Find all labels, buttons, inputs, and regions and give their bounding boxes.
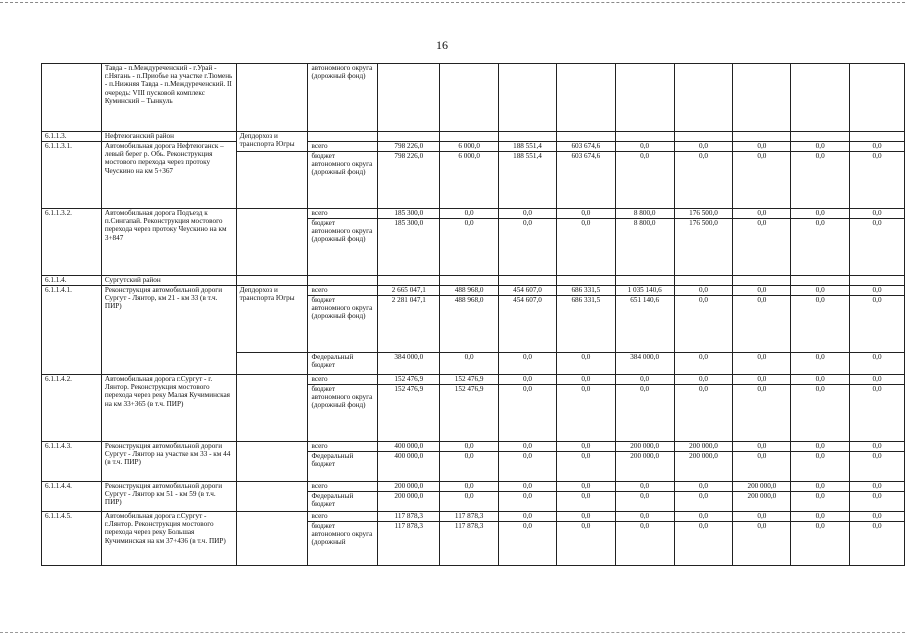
- cell-value: 0,0: [850, 296, 905, 353]
- cell-value: 0,0: [499, 209, 557, 219]
- table-row: [42, 482, 905, 492]
- cell-value: 603 674,6: [556, 142, 615, 152]
- cell-name: Тавда - п.Междуреченский - г.Урай - г.Нягань - п.Приобье на участке г.Тюмень - п.Нижняя Тавда - п.Междуреченский. II очередь: VIII пусковой комплекс Куминский – Тынкуль: [101, 64, 236, 132]
- cell-value: 0,0: [674, 353, 733, 375]
- cell-source: бюджет автономного округа (дорожный фонд): [308, 219, 378, 276]
- cell-value: 2 665 047,1: [378, 286, 440, 296]
- cell-value: 0,0: [791, 152, 850, 209]
- cell-value: 0,0: [556, 442, 615, 452]
- cell-value: 0,0: [440, 492, 499, 512]
- cell-value: 0,0: [615, 385, 674, 442]
- cell-value: [499, 132, 557, 142]
- cell-value: [499, 64, 557, 132]
- cell-value: 0,0: [791, 452, 850, 482]
- cell-executor: [236, 375, 308, 442]
- cell-value: 0,0: [674, 492, 733, 512]
- cell-value: [850, 276, 905, 286]
- cell-value: 200 000,0: [615, 452, 674, 482]
- cell-executor: [236, 209, 308, 276]
- cell-value: 0,0: [791, 209, 850, 219]
- cell-source: [308, 132, 378, 142]
- cell-value: 0,0: [733, 385, 791, 442]
- cell-value: 0,0: [499, 452, 557, 482]
- cell-source: всего: [308, 209, 378, 219]
- cell-value: 603 674,6: [556, 152, 615, 209]
- cell-value: 188 551,4: [499, 152, 557, 209]
- cell-value: 0,0: [499, 375, 557, 385]
- cell-value: 0,0: [674, 522, 733, 566]
- cell-value: 0,0: [499, 522, 557, 566]
- cell-executor: [236, 353, 308, 375]
- cell-executor: Депдорхоз и транспорта Югры: [236, 286, 308, 353]
- cell-code: 6.1.1.4.: [42, 276, 102, 286]
- cell-code: 6.1.1.4.1.: [42, 286, 102, 375]
- cell-value: 0,0: [440, 219, 499, 276]
- cell-source: [308, 276, 378, 286]
- cell-value: 0,0: [440, 353, 499, 375]
- cell-value: 0,0: [615, 492, 674, 512]
- page-top-border: [0, 2, 905, 3]
- cell-value: 0,0: [556, 512, 615, 522]
- cell-value: 200 000,0: [733, 482, 791, 492]
- cell-value: [556, 276, 615, 286]
- cell-value: 8 800,0: [615, 209, 674, 219]
- cell-value: 0,0: [615, 375, 674, 385]
- cell-value: [499, 276, 557, 286]
- cell-value: 117 878,3: [378, 522, 440, 566]
- table-row: [42, 209, 905, 219]
- cell-value: 0,0: [615, 522, 674, 566]
- cell-source: автономного округа (дорожный фонд): [308, 64, 378, 132]
- cell-source: бюджет автономного округа (дорожный фонд): [308, 152, 378, 209]
- cell-value: 686 331,5: [556, 286, 615, 296]
- cell-value: 176 500,0: [674, 209, 733, 219]
- cell-value: 0,0: [791, 385, 850, 442]
- cell-value: 0,0: [850, 209, 905, 219]
- cell-value: 0,0: [733, 142, 791, 152]
- cell-value: 0,0: [556, 219, 615, 276]
- table-row: [42, 442, 905, 452]
- table-row: [42, 142, 905, 152]
- cell-source: Федеральный бюджет: [308, 492, 378, 512]
- cell-value: 0,0: [733, 152, 791, 209]
- cell-code: 6.1.1.4.4.: [42, 482, 102, 512]
- cell-value: 117 878,3: [440, 522, 499, 566]
- cell-value: 0,0: [791, 375, 850, 385]
- cell-executor: [236, 482, 308, 512]
- cell-value: 0,0: [440, 442, 499, 452]
- cell-value: [378, 276, 440, 286]
- cell-value: 0,0: [674, 286, 733, 296]
- cell-value: 0,0: [556, 353, 615, 375]
- cell-value: [850, 64, 905, 132]
- cell-value: 488 968,0: [440, 286, 499, 296]
- cell-value: 0,0: [791, 492, 850, 512]
- cell-value: 0,0: [733, 452, 791, 482]
- cell-source: бюджет автономного округа (дорожный фонд): [308, 296, 378, 353]
- cell-value: [674, 276, 733, 286]
- cell-code: [42, 64, 102, 132]
- cell-value: [440, 276, 499, 286]
- cell-value: 686 331,5: [556, 296, 615, 353]
- cell-value: 1 035 140,6: [615, 286, 674, 296]
- cell-name: Сургутский район: [101, 276, 236, 286]
- cell-value: 0,0: [791, 353, 850, 375]
- cell-value: 0,0: [791, 482, 850, 492]
- cell-value: 0,0: [556, 375, 615, 385]
- cell-value: 0,0: [615, 512, 674, 522]
- cell-name: Автомобильная дорога г.Сургут - г. Лянтор. Реконструкция мостового перехода через реку Малая Кучиминская на км 33+365 (в т.ч. ПИР): [101, 375, 236, 442]
- cell-value: [556, 64, 615, 132]
- cell-source: бюджет автономного округа (дорожный: [308, 522, 378, 566]
- cell-value: 0,0: [791, 522, 850, 566]
- cell-value: 400 000,0: [378, 442, 440, 452]
- cell-value: [791, 276, 850, 286]
- cell-value: 0,0: [674, 385, 733, 442]
- cell-value: 200 000,0: [378, 492, 440, 512]
- cell-value: [440, 64, 499, 132]
- cell-value: [440, 132, 499, 142]
- cell-value: 0,0: [499, 482, 557, 492]
- cell-value: 0,0: [556, 522, 615, 566]
- cell-value: 152 476,9: [378, 385, 440, 442]
- cell-value: 200 000,0: [378, 482, 440, 492]
- cell-value: 176 500,0: [674, 219, 733, 276]
- table-row: [42, 286, 905, 296]
- cell-value: 0,0: [733, 286, 791, 296]
- cell-source: всего: [308, 142, 378, 152]
- cell-executor: [236, 512, 308, 566]
- cell-value: 0,0: [733, 442, 791, 452]
- cell-value: 0,0: [791, 286, 850, 296]
- cell-code: 6.1.1.3.2.: [42, 209, 102, 276]
- cell-value: 0,0: [733, 375, 791, 385]
- cell-value: 0,0: [850, 219, 905, 276]
- cell-value: 0,0: [850, 482, 905, 492]
- cell-value: 117 878,3: [440, 512, 499, 522]
- cell-value: 454 607,0: [499, 296, 557, 353]
- cell-name: Реконструкция автомобильной дороги Сургут - Лянтор км 51 - км 59 (в т.ч. ПИР): [101, 482, 236, 512]
- cell-value: 200 000,0: [674, 442, 733, 452]
- cell-code: 6.1.1.4.2.: [42, 375, 102, 442]
- cell-value: 798 226,0: [378, 152, 440, 209]
- cell-value: 0,0: [499, 492, 557, 512]
- cell-value: 0,0: [499, 219, 557, 276]
- cell-source: всего: [308, 375, 378, 385]
- cell-name: Реконструкция автомобильной дороги Сургут - Лянтор, км 21 - км 33 (в т.ч. ПИР): [101, 286, 236, 375]
- cell-executor: [236, 442, 308, 482]
- cell-value: 0,0: [556, 482, 615, 492]
- cell-value: 152 476,9: [440, 375, 499, 385]
- cell-value: 188 551,4: [499, 142, 557, 152]
- cell-value: 384 000,0: [615, 353, 674, 375]
- cell-source: всего: [308, 442, 378, 452]
- cell-value: 0,0: [791, 442, 850, 452]
- cell-source: бюджет автономного округа (дорожный фонд): [308, 385, 378, 442]
- cell-value: 0,0: [850, 152, 905, 209]
- cell-value: 0,0: [850, 385, 905, 442]
- cell-value: 0,0: [733, 353, 791, 375]
- cell-value: [378, 132, 440, 142]
- cell-value: [791, 132, 850, 142]
- cell-value: 0,0: [440, 452, 499, 482]
- cell-value: 0,0: [850, 353, 905, 375]
- cell-executor: [236, 152, 308, 209]
- cell-value: 0,0: [733, 296, 791, 353]
- table-row: [42, 132, 905, 142]
- cell-name: Реконструкция автомобильной дороги Сургут - Лянтор на участке км 33 - км 44 (в т.ч. ПИР): [101, 442, 236, 482]
- cell-value: 0,0: [499, 385, 557, 442]
- cell-value: 152 476,9: [440, 385, 499, 442]
- cell-value: 8 800,0: [615, 219, 674, 276]
- cell-value: 0,0: [674, 142, 733, 152]
- cell-value: 400 000,0: [378, 452, 440, 482]
- cell-value: 0,0: [674, 482, 733, 492]
- cell-value: 0,0: [499, 512, 557, 522]
- cell-value: [674, 132, 733, 142]
- cell-value: 0,0: [674, 296, 733, 353]
- cell-code: 6.1.1.4.3.: [42, 442, 102, 482]
- cell-value: 0,0: [556, 209, 615, 219]
- cell-value: 2 281 047,1: [378, 296, 440, 353]
- cell-value: 0,0: [556, 452, 615, 482]
- cell-executor: [236, 64, 308, 132]
- page-number: 16: [436, 38, 448, 52]
- cell-value: 0,0: [733, 219, 791, 276]
- cell-source: всего: [308, 286, 378, 296]
- page-bottom-border: [0, 632, 905, 633]
- cell-value: 0,0: [850, 142, 905, 152]
- cell-value: [733, 276, 791, 286]
- cell-value: [791, 64, 850, 132]
- cell-value: 185 300,0: [378, 209, 440, 219]
- cell-value: 200 000,0: [674, 452, 733, 482]
- cell-value: 152 476,9: [378, 375, 440, 385]
- cell-value: 0,0: [499, 353, 557, 375]
- cell-name: Автомобильная дорога г.Сургут - г.Лянтор. Реконструкция мостового перехода через реку Большая Кучиминская на км 37+436 (в т.ч. ПИР): [101, 512, 236, 566]
- cell-value: 0,0: [674, 512, 733, 522]
- cell-value: 0,0: [674, 375, 733, 385]
- cell-value: 651 140,6: [615, 296, 674, 353]
- cell-value: 0,0: [440, 209, 499, 219]
- cell-value: 0,0: [850, 375, 905, 385]
- cell-source: всего: [308, 482, 378, 492]
- table-row: [42, 64, 905, 132]
- cell-value: 0,0: [850, 286, 905, 296]
- cell-name: Автомобильная дорога Нефтеюганск – левый берег р. Обь. Реконструкция мостового перехода через протоку Чеускино на км 5+367: [101, 142, 236, 209]
- cell-value: 0,0: [733, 522, 791, 566]
- cell-code: 6.1.1.3.: [42, 132, 102, 142]
- cell-value: 117 878,3: [378, 512, 440, 522]
- cell-name: Автомобильная дорога Подъезд к п.Сингапай. Реконструкция мостового перехода через протоку Чеускино на км 3+847: [101, 209, 236, 276]
- table-row: [42, 375, 905, 385]
- cell-value: [850, 132, 905, 142]
- cell-source: всего: [308, 512, 378, 522]
- cell-value: 0,0: [674, 152, 733, 209]
- cell-value: 0,0: [615, 142, 674, 152]
- cell-value: 0,0: [791, 512, 850, 522]
- cell-value: 0,0: [615, 482, 674, 492]
- cell-value: 0,0: [850, 452, 905, 482]
- cell-value: [556, 132, 615, 142]
- cell-value: 200 000,0: [615, 442, 674, 452]
- cell-value: 0,0: [615, 152, 674, 209]
- cell-executor: [236, 276, 308, 286]
- cell-value: 200 000,0: [733, 492, 791, 512]
- cell-code: 6.1.1.3.1.: [42, 142, 102, 209]
- cell-value: 0,0: [850, 512, 905, 522]
- cell-value: [733, 64, 791, 132]
- cell-source: Федеральный бюджет: [308, 353, 378, 375]
- cell-source: Федеральный бюджет: [308, 452, 378, 482]
- cell-code: 6.1.1.4.5.: [42, 512, 102, 566]
- cell-value: 0,0: [850, 442, 905, 452]
- cell-value: 384 000,0: [378, 353, 440, 375]
- cell-value: [615, 132, 674, 142]
- cell-name: Нефтеюганский район: [101, 132, 236, 142]
- cell-value: 0,0: [733, 209, 791, 219]
- budget-table: [41, 63, 905, 566]
- cell-value: 454 607,0: [499, 286, 557, 296]
- cell-value: 798 226,0: [378, 142, 440, 152]
- cell-value: 0,0: [791, 142, 850, 152]
- cell-value: 0,0: [791, 219, 850, 276]
- table-row: [42, 512, 905, 522]
- table-row: [42, 276, 905, 286]
- cell-value: 0,0: [556, 492, 615, 512]
- cell-value: [674, 64, 733, 132]
- cell-value: 0,0: [440, 482, 499, 492]
- cell-value: 0,0: [850, 492, 905, 512]
- cell-value: 0,0: [850, 522, 905, 566]
- cell-value: 6 000,0: [440, 152, 499, 209]
- cell-value: 0,0: [733, 512, 791, 522]
- cell-value: 185 300,0: [378, 219, 440, 276]
- cell-value: [615, 276, 674, 286]
- cell-executor: Депдорхоз и транспорта Югры: [236, 132, 308, 152]
- cell-value: 0,0: [791, 296, 850, 353]
- cell-value: [378, 64, 440, 132]
- cell-value: 488 968,0: [440, 296, 499, 353]
- cell-value: 6 000,0: [440, 142, 499, 152]
- cell-value: 0,0: [556, 385, 615, 442]
- cell-value: 0,0: [499, 442, 557, 452]
- cell-value: [615, 64, 674, 132]
- cell-value: [733, 132, 791, 142]
